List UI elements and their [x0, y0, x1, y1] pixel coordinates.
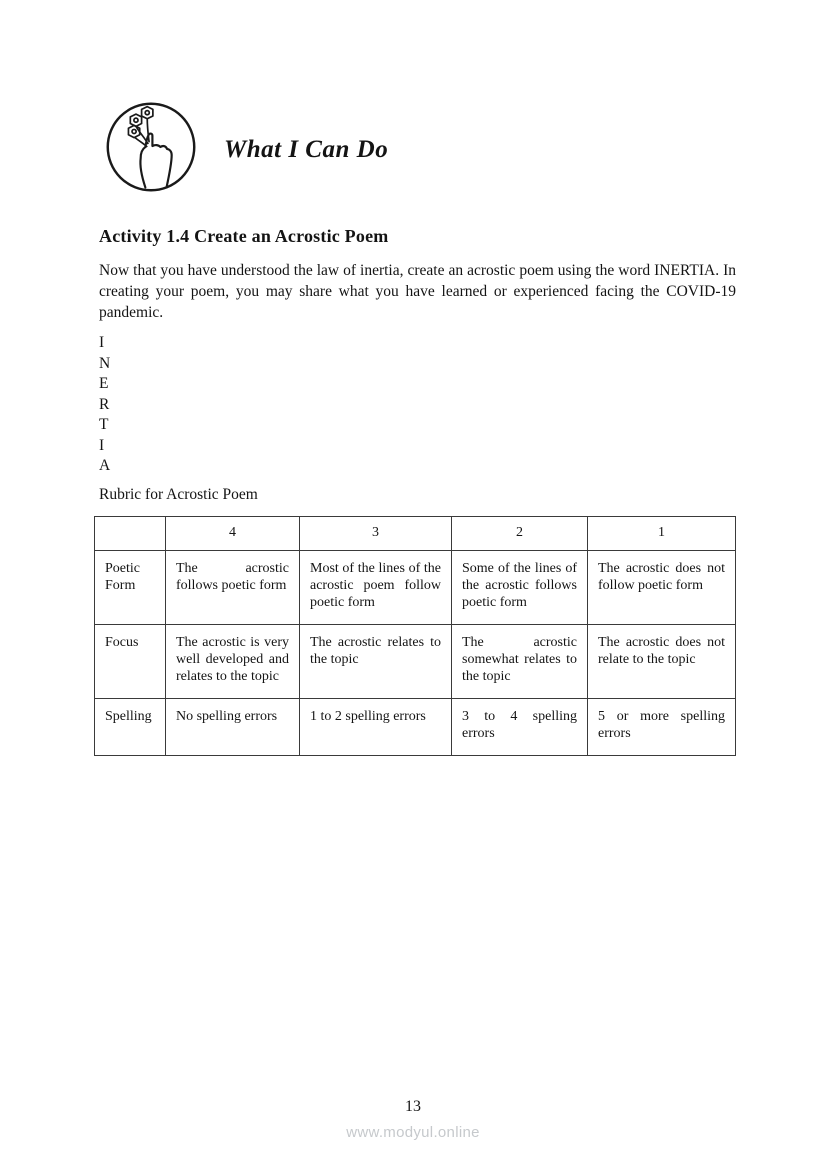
acrostic-letter: N: [99, 354, 111, 372]
rubric-cell: 1 to 2 spelling errors: [300, 698, 452, 755]
rubric-cell: 5 or more spelling errors: [588, 698, 736, 755]
rubric-label: Rubric for Acrostic Poem: [99, 485, 258, 503]
section-header: [104, 100, 388, 194]
rubric-cell: No spelling errors: [166, 698, 300, 755]
rubric-cell: The acrostic is very well developed and relates to the topic: [166, 624, 300, 698]
rubric-cell: Some of the lines of the acrostic follows poetic form: [452, 550, 588, 624]
content-area: [99, 226, 736, 756]
rubric-cell: The acrostic somewhat relates to the topic: [452, 624, 588, 698]
header-cell-2: 2: [452, 516, 588, 550]
acrostic-letters: [99, 333, 736, 477]
criterion-cell: Spelling: [95, 698, 166, 755]
header-cell-4: 4: [166, 516, 300, 550]
header-cell-1: 1: [588, 516, 736, 550]
table-row-focus: [95, 624, 736, 698]
acrostic-letter: T: [99, 416, 109, 433]
acrostic-letter: R: [99, 395, 110, 413]
hand-holding-flowers-icon: [104, 100, 198, 194]
acrostic-letter: I: [99, 436, 105, 454]
acrostic-letter: E: [99, 375, 109, 392]
intro-paragraph: Now that you have understood the law of inertia, create an acrostic poem using the word INERTIA. In creating your poem, you may share what you have learned or experienced facing the COVID-19 pandemic.: [99, 262, 736, 321]
activity-title: Activity 1.4 Create an Acrostic Poem: [99, 226, 389, 246]
rubric-table: [94, 516, 736, 756]
rubric-cell: 3 to 4 spelling errors: [452, 698, 588, 755]
acrostic-letter: A: [99, 457, 111, 474]
page-number: 13: [405, 1098, 421, 1115]
table-row-spelling: [95, 698, 736, 755]
header-cell-blank: [95, 516, 166, 550]
rubric-cell: The acrostic does not follow poetic form: [588, 550, 736, 624]
header-cell-3: 3: [300, 516, 452, 550]
rubric-cell: The acrostic follows poetic form: [166, 550, 300, 624]
section-title: What I Can Do: [224, 136, 389, 163]
rubric-cell: The acrostic does not relate to the topic: [588, 624, 736, 698]
rubric-cell: The acrostic relates to the topic: [300, 624, 452, 698]
rubric-cell: Most of the lines of the acrostic poem follow poetic form: [300, 550, 452, 624]
table-row-poetic-form: [95, 550, 736, 624]
criterion-cell: Focus: [95, 624, 166, 698]
criterion-cell: Poetic Form: [95, 550, 166, 624]
acrostic-letter: I: [99, 334, 105, 351]
watermark: www.modyul.online: [346, 1124, 480, 1141]
table-header-row: [95, 516, 736, 550]
